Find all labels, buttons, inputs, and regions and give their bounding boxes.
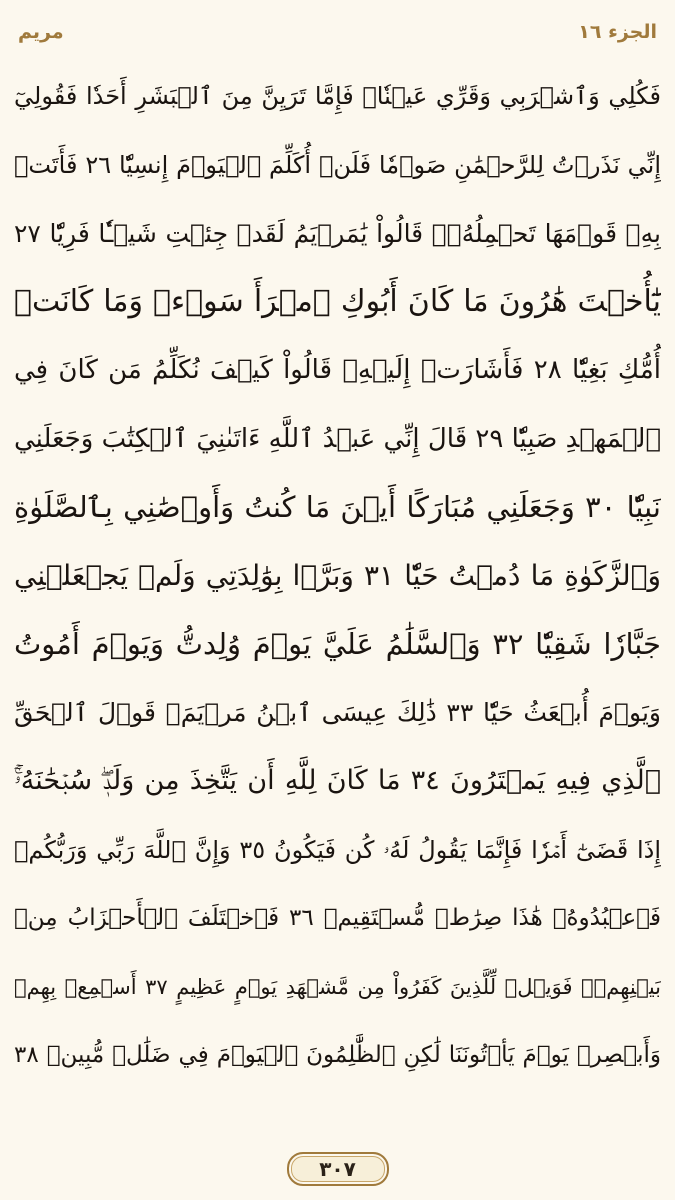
verse-line [14, 816, 661, 885]
verse-line [14, 62, 661, 131]
verse-line [14, 268, 661, 337]
verse-line-text: وَيَوۡمَ أُبۡعَثُ حَيّٗا ٣٣ ذَٰلِكَ عِيسَى ٱبۡنُ مَرۡيَمَۖ قَوۡلَ ٱلۡحَقِّ [14, 698, 661, 728]
verse-line-text: إِذَا قَضَىٰٓ أَمۡرٗا فَإِنَّمَا يَقُولُ لَهُۥ كُن فَيَكُونُ ٣٥ وَإِنَّ ٱللَّهَ رَبِّي وَرَبُّكُمۡ [14, 835, 661, 864]
verse-line-text: يَٰٓأُخۡتَ هَٰرُونَ مَا كَانَ أَبُوكِ ٱمۡرَأَ سَوۡءٖ وَمَا كَانَتۡ [14, 284, 661, 320]
verse-line [14, 747, 661, 816]
verse-line [14, 542, 661, 611]
verse-line [14, 199, 661, 268]
surah-name: مريم [18, 21, 64, 43]
verse-line [14, 405, 661, 474]
verse-line-text: ٱلَّذِي فِيهِ يَمۡتَرُونَ ٣٤ مَا كَانَ لِلَّهِ أَن يَتَّخِذَ مِن وَلَدٖۖ سُبۡحَٰنَهُۥٓۚ [14, 765, 661, 797]
verse-line-text: وَٱلزَّكَوٰةِ مَا دُمۡتُ حَيّٗا ٣١ وَبَرَّۢا بِوَٰلِدَتِي وَلَمۡ يَجۡعَلۡنِي [14, 559, 661, 593]
verse-line-text: فَٱعۡبُدُوهُۚ هَٰذَا صِرَٰطٞ مُّسۡتَقِيمٞ ٣٦ فَٱخۡتَلَفَ ٱلۡأَحۡزَابُ مِنۢ [14, 905, 661, 932]
verse-line-text: إِنِّي نَذَرۡتُ لِلرَّحۡمَٰنِ صَوۡمٗا فَلَنۡ أُكَلِّمَ ٱلۡيَوۡمَ إِنسِيّٗا ٢٦ فَأَتَتۡ [14, 150, 661, 179]
verse-line [14, 1021, 661, 1090]
page-number: ٣٠٧ [287, 1152, 389, 1186]
juz-label: الجزء ١٦ [578, 21, 657, 43]
verse-line-text: فَكُلِي وَٱشۡرَبِي وَقَرِّي عَيۡنٗاۖ فَإِمَّا تَرَيِنَّ مِنَ ٱلۡبَشَرِ أَحَدٗا فَقُولِيٓ [14, 82, 661, 111]
page-footer [0, 1152, 675, 1186]
verse-line-text: بَيۡنِهِمۡۖ فَوَيۡلٞ لِّلَّذِينَ كَفَرُواْ مِن مَّشۡهَدِ يَوۡمٍ عَظِيمٍ ٣٧ أَسۡمِعۡ بِهِمۡ [14, 974, 661, 999]
verse-line-text: نَبِيّٗا ٣٠ وَجَعَلَنِي مُبَارَكًا أَيۡنَ مَا كُنتُ وَأَوۡصَٰنِي بِٱلصَّلَوٰةِ [14, 490, 661, 525]
verse-line-text: ٱلۡمَهۡدِ صَبِيّٗا ٢٩ قَالَ إِنِّي عَبۡدُ ٱللَّهِ ءَاتَىٰنِيَ ٱلۡكِتَٰبَ وَجَعَلَنِي [14, 423, 661, 454]
verse-line-text: أُمُّكِ بَغِيّٗا ٢٨ فَأَشَارَتۡ إِلَيۡهِۖ قَالُواْ كَيۡفَ نُكَلِّمُ مَن كَانَ فِي [14, 355, 661, 386]
verse-line-text: وَأَبۡصِرۡ يَوۡمَ يَأۡتُونَنَا لَٰكِنِ ٱلظَّٰلِمُونَ ٱلۡيَوۡمَ فِي ضَلَٰلٖ مُّبِينٖ ٣٨ [14, 1042, 661, 1069]
verse-line [14, 884, 661, 953]
verse-line-text: جَبَّارٗا شَقِيّٗا ٣٢ وَٱلسَّلَٰمُ عَلَيَّ يَوۡمَ وُلِدتُّ وَيَوۡمَ أَمُوتُ [14, 627, 661, 662]
verse-line-text: بِهِۦ قَوۡمَهَا تَحۡمِلُهُۥۖ قَالُواْ يَٰمَرۡيَمُ لَقَدۡ جِئۡتِ شَيۡـٔٗا فَرِيّٗا ٢٧ [14, 218, 661, 248]
verse-line [14, 473, 661, 542]
verse-line [14, 336, 661, 405]
verse-line [14, 131, 661, 200]
page-header [18, 14, 657, 50]
verses-block [14, 62, 661, 1090]
verse-line [14, 679, 661, 748]
verse-line [14, 953, 661, 1022]
verse-line [14, 610, 661, 679]
